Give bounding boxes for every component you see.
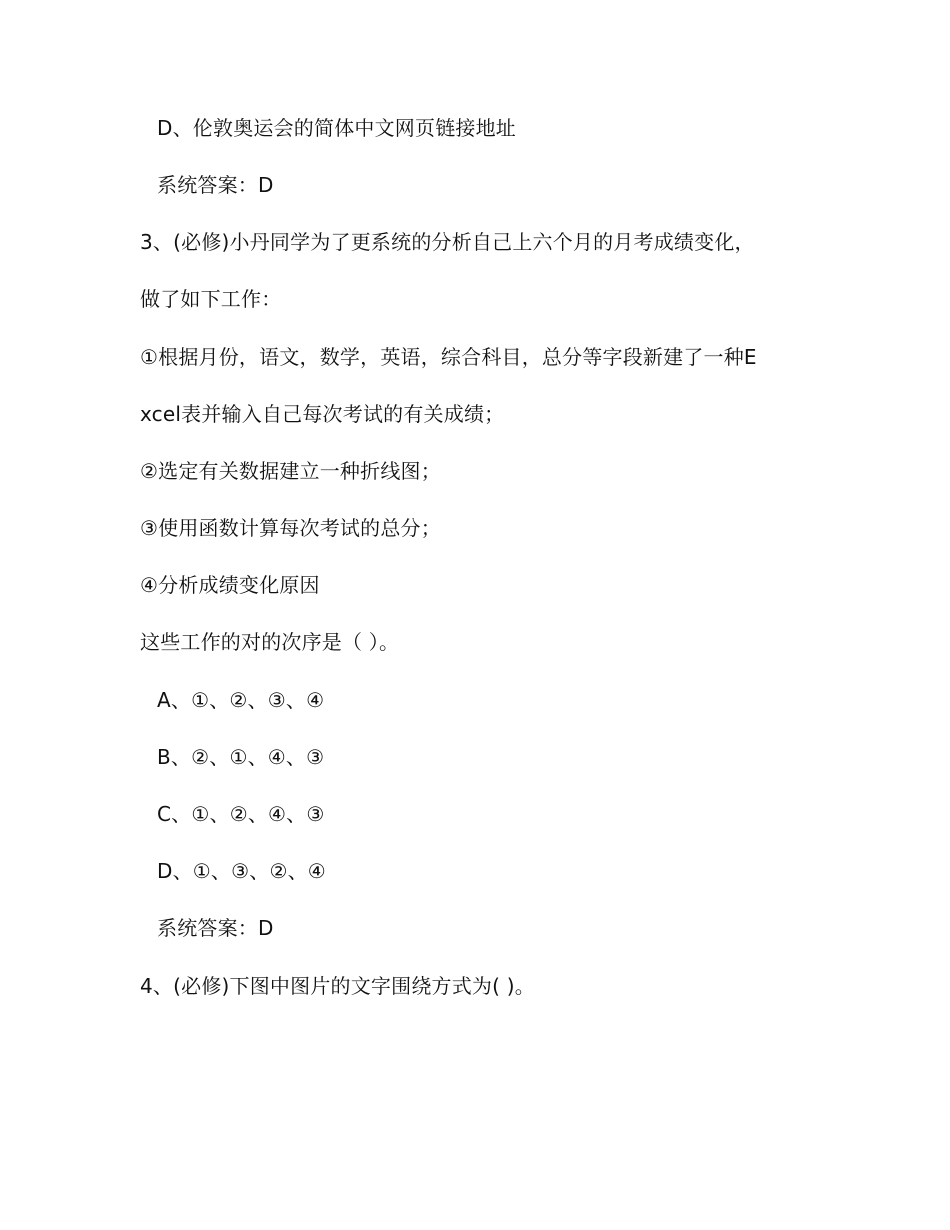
q3-stem-line2: 做了如下工作： [140,287,282,311]
prev-option-d: D、伦敦奥运会的简体中文网页链接地址 [157,116,517,140]
q3-step1-line2: xcel表并输入自己每次考试的有关成绩； [140,402,505,426]
q3-option-c: C、①、②、④、③ [157,802,325,826]
q4-stem: 4、(必修)下图中图片的文字围绕方式为( )。 [140,974,535,998]
q3-option-b: B、②、①、④、③ [157,745,325,769]
prev-system-answer: 系统答案：D [157,173,274,197]
q3-stem-line1: 3、(必修)小丹同学为了更系统的分析自己上六个月的月考成绩变化， [140,230,755,254]
q3-step4: ④分析成绩变化原因 [140,573,320,597]
q3-step3: ③使用函数计算每次考试的总分； [140,516,441,540]
q3-step1-line1: ①根据月份，语文，数学，英语，综合科目，总分等字段新建了一种E [140,345,757,369]
q3-system-answer: 系统答案：D [157,916,274,940]
q3-step2: ②选定有关数据建立一种折线图； [140,459,441,483]
q3-prompt: 这些工作的对的次序是（ ）。 [140,630,400,654]
q3-option-a: A、①、②、③、④ [157,688,325,712]
q3-option-d: D、①、③、②、④ [157,859,326,883]
